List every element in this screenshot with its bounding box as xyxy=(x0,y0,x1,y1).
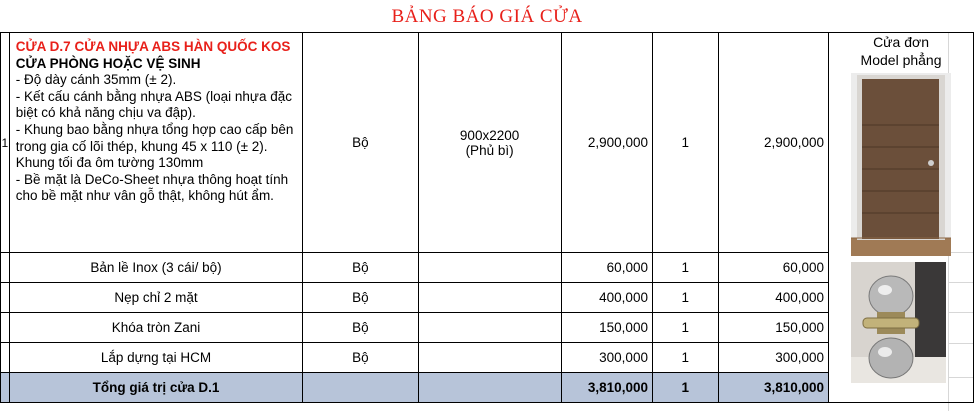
sub-item-row xyxy=(1,283,974,313)
sub-item-price[interactable]: 400,000 xyxy=(561,283,652,313)
item-number[interactable]: 1 xyxy=(1,33,10,253)
item-number-empty[interactable] xyxy=(1,343,10,373)
product-title: CỬA D.7 CỬA NHỰA ABS HÀN QUỐC KOS xyxy=(15,39,291,54)
sub-item-description[interactable]: Nẹp chỉ 2 mặt xyxy=(9,283,303,313)
sub-item-total[interactable]: 150,000 xyxy=(718,313,829,343)
sub-item-size[interactable] xyxy=(418,283,561,313)
sub-item-size[interactable] xyxy=(418,313,561,343)
spec-line: - Khung bao bằng nhựa tổng hợp cao cấp bên trong gia cố lõi thép, khung 45 x 110 (± 2). Khung tối đa ôm tường 130mm xyxy=(15,121,294,171)
sub-item-price[interactable]: 300,000 xyxy=(561,343,652,373)
item-number-empty[interactable] xyxy=(1,313,10,343)
item-number-empty[interactable] xyxy=(1,253,10,283)
sub-item-qty[interactable]: 1 xyxy=(652,343,718,373)
main-item-qty[interactable]: 1 xyxy=(652,33,718,253)
main-item-total[interactable]: 2,900,000 xyxy=(718,33,829,253)
total-price[interactable]: 3,810,000 xyxy=(561,373,652,403)
sub-item-unit[interactable]: Bộ xyxy=(303,343,418,373)
size-dimension: 900x2200 xyxy=(459,127,520,143)
sub-item-total[interactable]: 60,000 xyxy=(718,253,829,283)
product-subtitle: CỬA PHÒNG HOẶC VỆ SINH xyxy=(15,55,201,71)
main-item-size[interactable] xyxy=(418,33,561,253)
sub-item-qty[interactable]: 1 xyxy=(652,313,718,343)
spec-line: - Độ dày cánh 35mm (± 2). xyxy=(15,72,177,88)
image-caption-2: Model phẳng xyxy=(860,52,942,68)
total-unit-empty[interactable] xyxy=(303,373,418,403)
sub-item-description[interactable]: Khóa tròn Zani xyxy=(9,313,303,343)
sub-item-qty[interactable]: 1 xyxy=(652,283,718,313)
total-qty[interactable]: 1 xyxy=(652,373,718,403)
spec-line: - Kết cấu cánh bằng nhựa ABS (loại nhựa đặc biệt có khả năng chịu va đập). xyxy=(15,88,292,121)
sub-item-row xyxy=(1,253,974,283)
sub-item-description[interactable]: Lắp dựng tại HCM xyxy=(9,343,303,373)
sub-item-size[interactable] xyxy=(418,343,561,373)
main-item-row xyxy=(1,33,974,253)
main-item-price[interactable]: 2,900,000 xyxy=(561,33,652,253)
sub-item-price[interactable]: 60,000 xyxy=(561,253,652,283)
image-caption-1: Cửa đơn xyxy=(873,34,929,50)
main-item-description[interactable] xyxy=(9,33,303,253)
sub-item-row xyxy=(1,343,974,373)
door-photo-icon xyxy=(851,73,951,256)
spec-line: - Bề mặt là DeCo-Sheet nhựa thông hoạt tính cho bề mặt như vân gỗ thật, không hút ẩm. xyxy=(15,171,289,204)
sub-item-price[interactable]: 150,000 xyxy=(561,313,652,343)
item-number-empty[interactable] xyxy=(1,283,10,313)
sub-item-qty[interactable]: 1 xyxy=(652,253,718,283)
main-item-unit[interactable]: Bộ xyxy=(303,33,418,253)
total-label[interactable]: Tổng giá trị cửa D.1 xyxy=(9,373,303,403)
total-size-empty[interactable] xyxy=(418,373,561,403)
sub-item-row xyxy=(1,313,974,343)
sub-item-total[interactable]: 400,000 xyxy=(718,283,829,313)
sub-item-size[interactable] xyxy=(418,253,561,283)
sub-item-unit[interactable]: Bộ xyxy=(303,283,418,313)
quote-table xyxy=(0,32,974,403)
sub-item-unit[interactable]: Bộ xyxy=(303,313,418,343)
sub-item-total[interactable]: 300,000 xyxy=(718,343,829,373)
size-note: (Phủ bì) xyxy=(465,142,514,158)
door-knob-photo-icon xyxy=(851,262,946,383)
sheet-title: BẢNG BÁO GIÁ CỬA xyxy=(391,6,583,27)
total-number-empty[interactable] xyxy=(1,373,10,403)
sub-item-unit[interactable]: Bộ xyxy=(303,253,418,283)
sub-item-description[interactable]: Bản lề Inox (3 cái/ bộ) xyxy=(9,253,303,283)
total-row xyxy=(1,373,974,403)
total-amount[interactable]: 3,810,000 xyxy=(718,373,829,403)
